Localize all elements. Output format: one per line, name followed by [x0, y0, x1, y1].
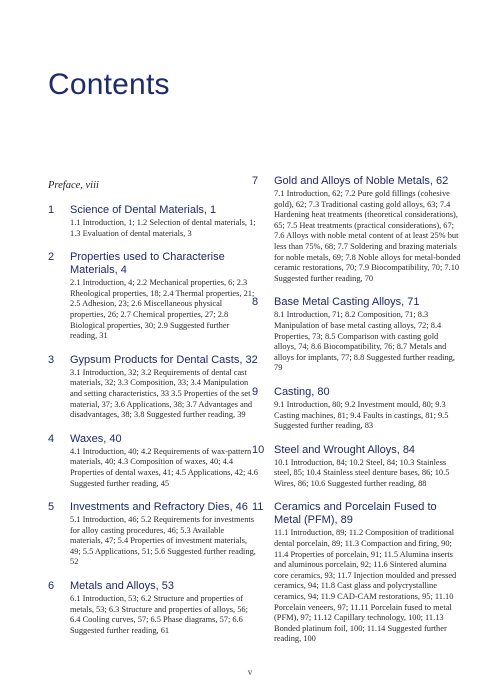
- chapter-entry: [48, 501, 258, 568]
- chapter-entry: [252, 296, 462, 374]
- chapter-number: 9: [252, 385, 259, 398]
- chapter-sections: 2.1 Introduction, 4; 2.2 Mechanical properties, 6; 2.3 Rheological properties, 18; 2.4 Thermal properties, 21; 2.5 Adhesion, 23; 2.6 Miscellaneous physical properties, 26; 2.7 Chemical properties, 27; 2.8 Biological properties, 30; 2.9 Suggested further reading, 31: [70, 278, 255, 341]
- chapter-entry: [252, 501, 462, 645]
- chapter-number: 5: [48, 501, 55, 514]
- chapter-sections: 8.1 Introduction, 71; 8.2 Composition, 71; 8.3 Manipulation of base metal casting alloys, 72; 8.4 Properties, 73; 8.5 Comparison with casting gold alloys, 74; 8.6 Biocompatibility, 76; 8.7 Metals and alloys for implants, 77; 8.8 Suggested further reading, 79: [274, 310, 455, 373]
- chapter-sections: 7.1 Introduction, 62; 7.2 Pure gold fillings (cohesive gold), 62; 7.3 Traditional casting gold alloys, 63; 7.4 Hardening heat treatments (theoretical considerations), 65; 7.5 Heat treatments (practical considerations), 67; 7.6 Alloys with noble metal content of at least 25% but less than 75%, 68; 7.7 Soldering and brazing materials for noble metals, 69; 7.8 Noble alloys for metal-bonded ceramic restorations, 70; 7.9 Biocompatibility, 70; 7.10 Suggested further reading, 70: [274, 189, 461, 283]
- chapter-sections: 9.1 Introduction, 80; 9.2 Investment mould, 80; 9.3 Casting machines, 81; 9.4 Faults in castings, 81; 9.5 Suggested further reading, 83: [274, 399, 449, 431]
- chapter-sections: 10.1 Introduction, 84; 10.2 Steel, 84; 10.3 Stainless steel, 85; 10.4 Stainless steel denture bases, 86; 10.5 Wires, 86; 10.6 Suggested further reading, 88: [274, 457, 450, 488]
- chapter-title[interactable]: Base Metal Casting Alloys, 71: [274, 296, 420, 309]
- chapter-title[interactable]: Ceramics and Porcelain Fused to Metal (PFM), 89: [274, 501, 437, 527]
- chapter-title[interactable]: Investments and Refractory Dies, 46: [70, 501, 248, 514]
- chapter-title[interactable]: Science of Dental Materials, 1: [70, 204, 217, 216]
- chapter-sections: 4.1 Introduction, 40; 4.2 Requirements of wax-pattern materials, 40; 4.3 Composition of waxes, 40; 4.4 Properties of dental waxes, 41; 4.5 Applications, 42; 4.6 Suggested further reading, 45: [70, 446, 258, 488]
- chapter-number: 6: [48, 580, 55, 593]
- chapter-sections: 11.1 Introduction, 89; 11.2 Composition of traditional dental porcelain, 89; 11.3 Compaction and firing, 90; 11.4 Properties of porcelain, 91; 11.5 Alumina inserts and aluminous porcelain, 92; 11.6 Sintered alumina core ceramics, 93; 11.7 Injection moulded and pressed ceramics, 94; 11.8 Cast glass and polycrystalline ceramics, 94; 11.9 CAD-CAM restorations, 95; 11.10 Porcelain veneers, 97; 11.11 Porcelain fused to metal (PFM), 97; 11.12 Capillary technology, 100; 11.13 Bonded platinum foil, 100; 11.14 Suggested further reading, 100: [274, 528, 457, 644]
- contents-left-column: [48, 204, 258, 648]
- chapter-number: 3: [48, 353, 55, 366]
- chapter-number: 7: [252, 175, 259, 187]
- page-number: v: [247, 667, 253, 677]
- chapter-number: 2: [48, 251, 55, 264]
- chapter-title[interactable]: Waxes, 40: [70, 432, 122, 445]
- chapter-entry: [48, 433, 258, 489]
- chapter-title[interactable]: Metals and Alloys, 53: [70, 580, 174, 593]
- chapter-sections: 3.1 Introduction, 32; 3.2 Requirements of dental cast materials, 32; 3.3 Composition, 33; 3.4 Manipulation and setting characteristics, 33 3.5 Properties of the set material, 37; 3.6 Applications, 38; 3.7 Advantages and disadvantages, 38; 3.8 Suggested further reading, 39: [70, 367, 253, 420]
- chapter-entry: [252, 386, 462, 432]
- chapter-entry: [48, 354, 258, 421]
- chapter-title[interactable]: Casting, 80: [274, 385, 330, 398]
- chapter-title[interactable]: Steel and Wrought Alloys, 84: [274, 443, 416, 456]
- preface-entry[interactable]: Preface, viii: [48, 180, 99, 191]
- page-title: Contents: [48, 68, 170, 101]
- chapter-entry: [48, 204, 258, 239]
- chapter-entry: [48, 580, 258, 636]
- chapter-number: 8: [252, 296, 259, 309]
- chapter-title[interactable]: Gold and Alloys of Noble Metals, 62: [274, 175, 449, 187]
- chapter-entry: [252, 444, 462, 490]
- chapter-entry: [48, 251, 258, 342]
- chapter-entry: [252, 175, 462, 284]
- chapter-title[interactable]: Gypsum Products for Dental Casts, 32: [70, 353, 258, 366]
- chapter-sections: 5.1 Introduction, 46; 5.2 Requirements for investments for alloy casting procedures, 46; 5.3 Available materials, 47; 5.4 Properties of investment materials, 49; 5.5 Applications, 51; 5.6 Suggested further reading, 52: [70, 515, 256, 567]
- chapter-number: 11: [252, 501, 264, 514]
- chapter-sections: 6.1 Introduction, 53; 6.2 Structure and properties of metals, 53; 6.3 Structure and properties of alloys, 56; 6.4 Cooling curves, 57; 6.5 Phase diagrams, 57; 6.6 Suggested further reading, 61: [70, 594, 248, 635]
- chapter-number: 10: [252, 443, 265, 456]
- chapter-number: 1: [48, 204, 55, 216]
- chapter-title[interactable]: Properties used to Characterise Materials, 4: [70, 251, 225, 277]
- chapter-number: 4: [48, 432, 55, 445]
- contents-right-column: [252, 175, 462, 657]
- chapter-sections: 1.1 Introduction, 1; 1.2 Selection of dental materials, 1; 1.3 Evaluation of dental materials, 3: [70, 218, 256, 238]
